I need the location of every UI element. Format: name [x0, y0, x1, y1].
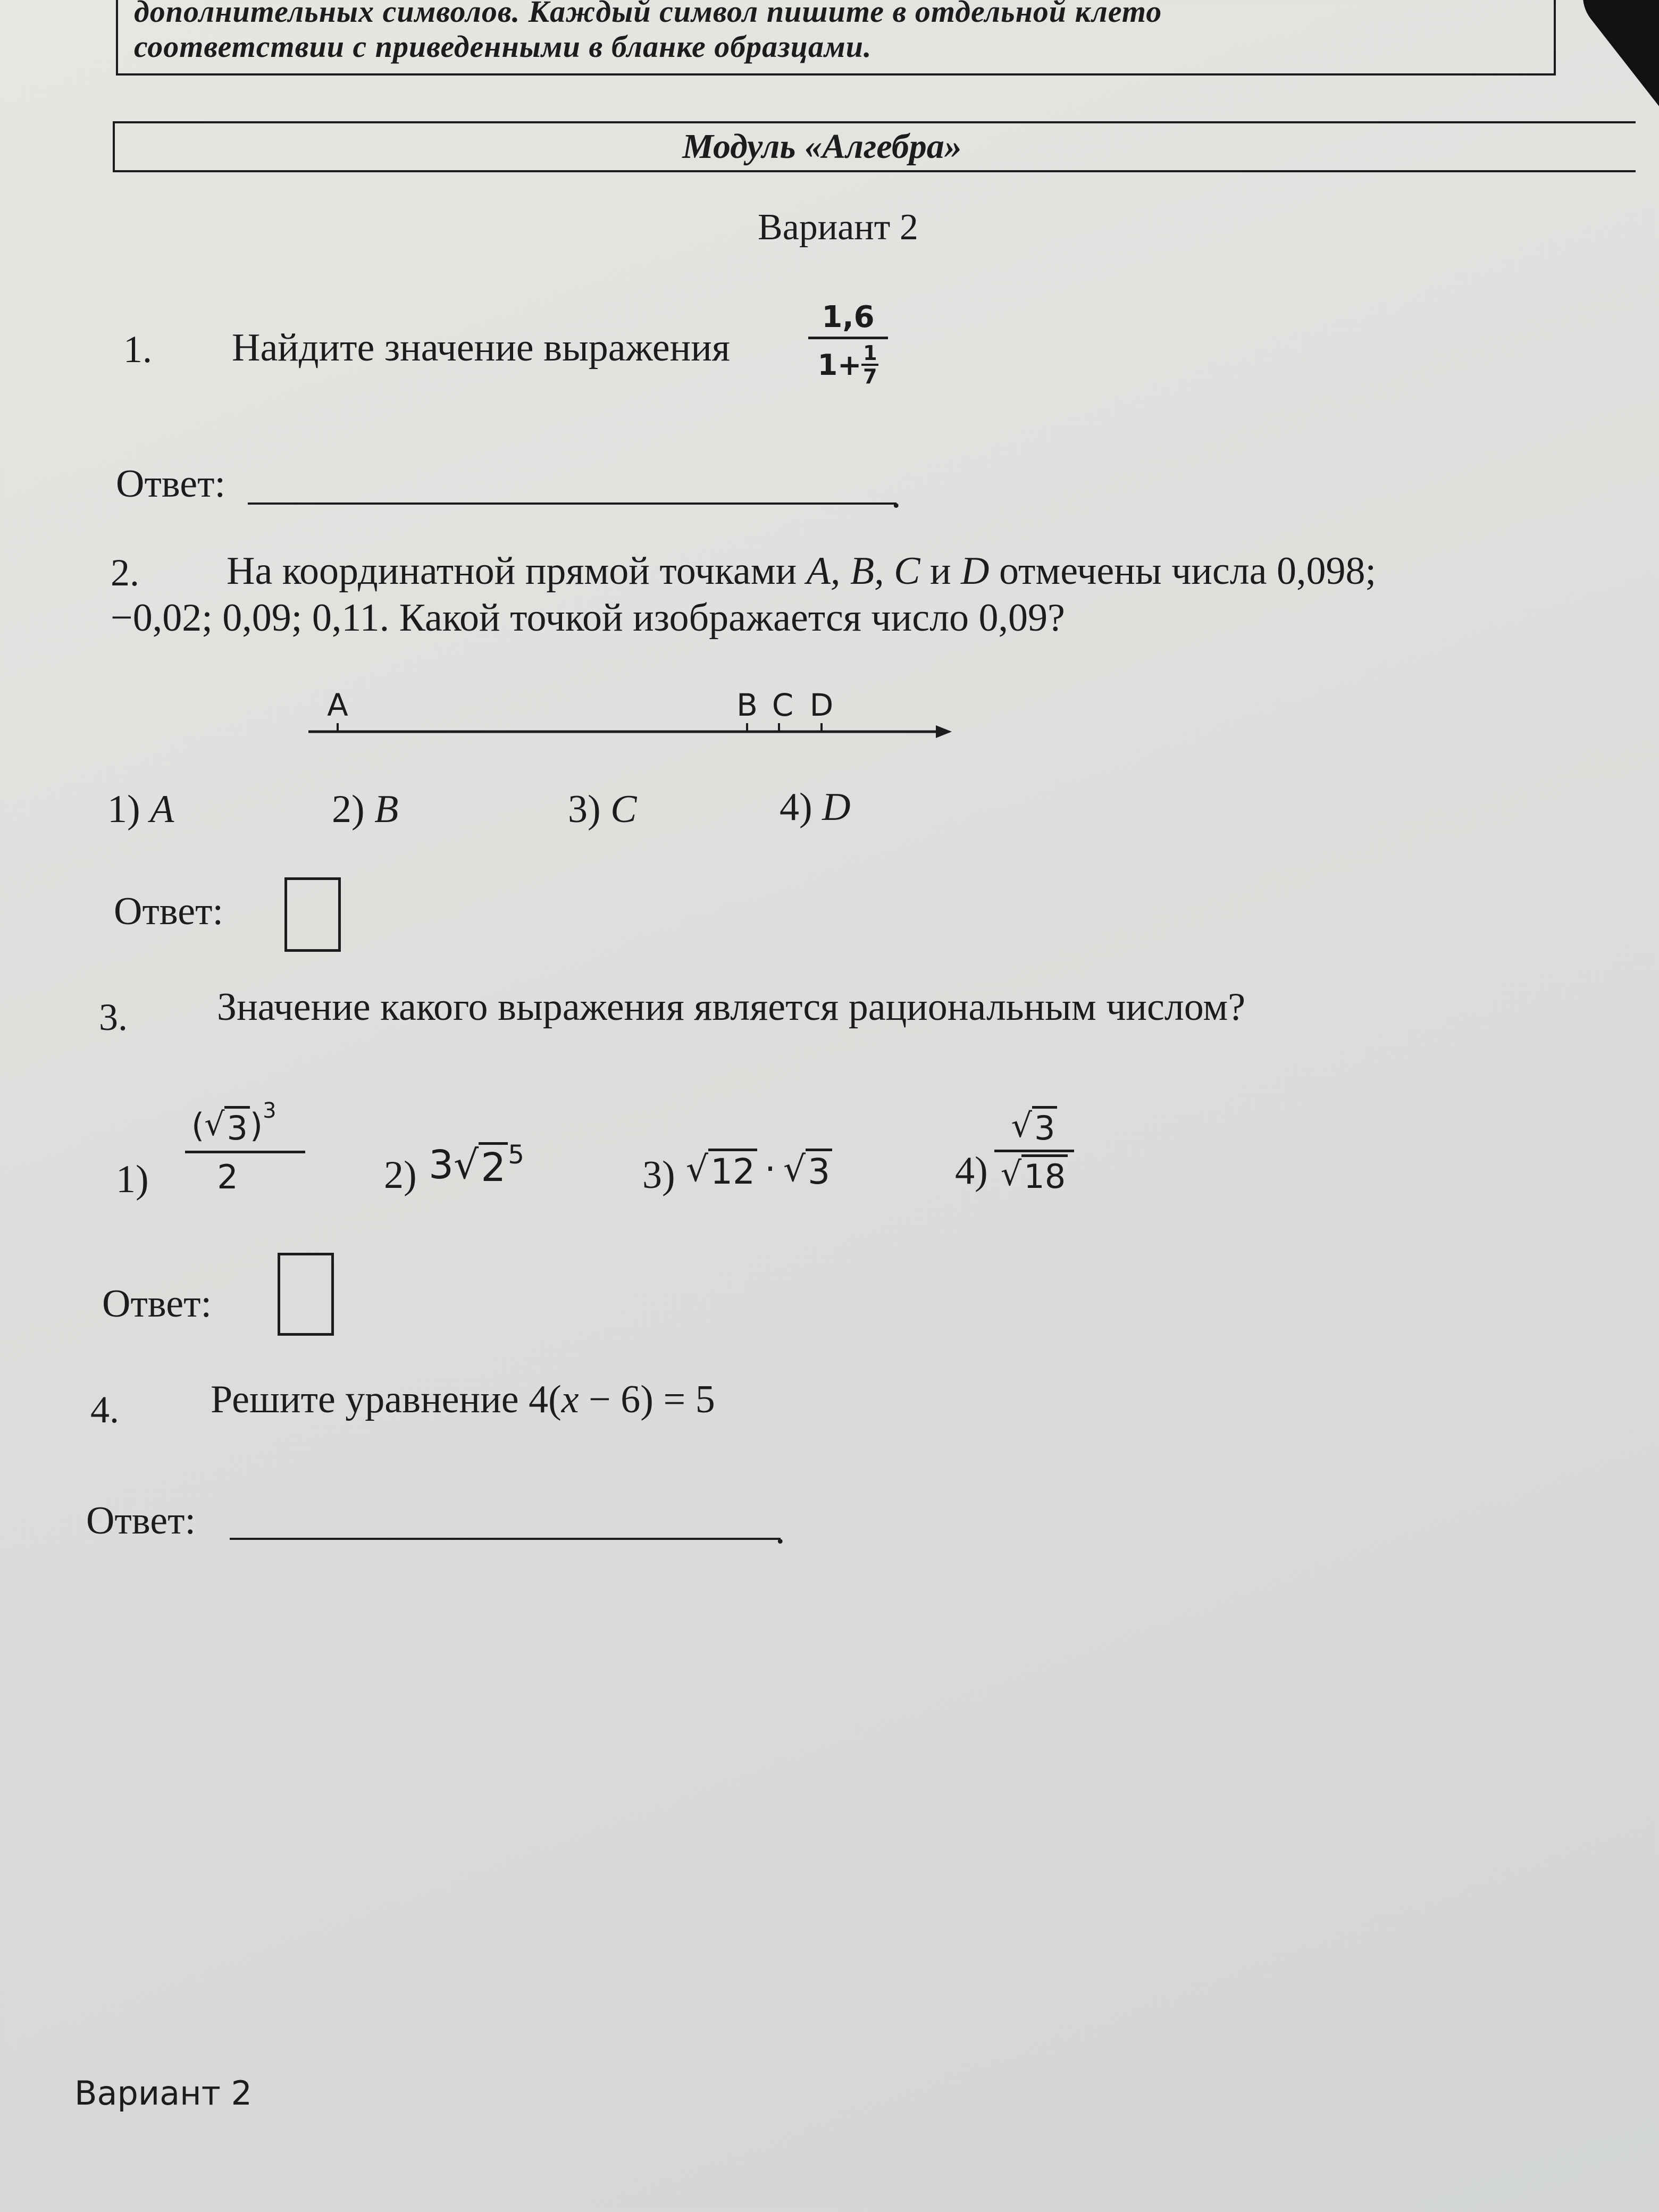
q2-answer-label: Ответ:	[114, 890, 224, 933]
q3-option-1-num: 1)	[116, 1158, 149, 1201]
q1-fraction-bar	[808, 337, 888, 339]
q3-option-1-power: 3	[263, 1099, 276, 1123]
q1-answer-label: Ответ:	[116, 462, 226, 506]
point-b-label: B	[736, 687, 758, 723]
q4-answer-period: .	[775, 1509, 785, 1552]
q2-answer-box[interactable]	[284, 877, 341, 952]
q3-option-3-rad-a: 12	[708, 1149, 757, 1192]
q1-answer-period: .	[891, 473, 901, 516]
q2-line-1-pre: На координатной прямой точками	[227, 549, 807, 593]
q4-answer-line[interactable]	[230, 1538, 781, 1540]
q3-option-1-open: (	[191, 1106, 205, 1145]
module-title-box	[113, 121, 1636, 172]
q2-option-1-num: 1)	[107, 787, 140, 831]
q2-option-4-letter: D	[822, 785, 851, 829]
q3-option-2-radicand: 2	[479, 1142, 508, 1191]
q3-option-3-expr: √ 12 · √ 3	[686, 1149, 832, 1192]
q2-option-3	[568, 787, 637, 832]
q1-numerator: 1,6	[822, 300, 875, 334]
q3-option-4-numerator: √ 3	[1011, 1106, 1058, 1147]
q4-text-post: − 6) = 5	[579, 1378, 715, 1421]
q2-line-1-and: и	[920, 549, 961, 593]
variant-title: Вариант 2	[758, 207, 918, 248]
q2-line-1-d: D	[961, 549, 990, 593]
number-line-arrow	[936, 725, 952, 738]
number-line	[298, 686, 968, 750]
q4-number: 4.	[90, 1388, 119, 1431]
q1-fraction	[808, 300, 888, 387]
q3-option-1-den: 2	[217, 1158, 238, 1196]
q2-option-2	[332, 787, 398, 832]
q2-option-3-num: 3)	[568, 787, 601, 831]
q3-option-4-num: 4)	[955, 1149, 988, 1193]
instructions-box	[116, 0, 1556, 76]
q3-text: Значение какого выражения является рациональным числом?	[217, 985, 1246, 1029]
q2-option-2-letter: B	[374, 787, 399, 831]
q3-option-4-denominator: √ 18	[1001, 1154, 1068, 1196]
q4-variable: x	[561, 1378, 579, 1421]
q3-option-1-expr	[185, 1099, 305, 1196]
q4-text-pre: Решите уравнение 4(	[211, 1378, 562, 1421]
q2-option-3-letter: C	[610, 787, 637, 831]
q3-option-1-close: )	[249, 1106, 263, 1145]
q3-option-3-rad-b: 3	[806, 1149, 832, 1192]
q4-text	[211, 1377, 715, 1422]
instructions-line-1: дополнительных символов. Каждый символ пишите в отдельной клето	[134, 0, 1162, 29]
q3-option-2-expr: 3 √ 2 5	[429, 1140, 524, 1191]
q1-denominator	[818, 342, 879, 387]
footer-variant: Вариант 2	[74, 2074, 252, 2113]
q2-option-1-letter: A	[150, 787, 174, 831]
q3-option-2-coef: 3	[429, 1142, 454, 1188]
q1-small-fraction	[861, 342, 878, 387]
q4-answer-label: Ответ:	[86, 1499, 196, 1543]
q2-option-1	[107, 787, 174, 832]
q3-option-1-numerator: ( √ 3 ) 3	[191, 1099, 276, 1147]
q1-number: 1.	[123, 328, 152, 371]
q1-small-den: 7	[863, 365, 877, 388]
q1-denominator-whole: 1+	[817, 348, 862, 382]
q3-option-3-dot: ·	[765, 1149, 776, 1189]
dark-object-shadow	[1568, 0, 1659, 216]
q3-option-2-num: 2)	[384, 1153, 417, 1197]
point-d-label: D	[809, 687, 834, 723]
q2-line-1	[227, 549, 1376, 594]
q1-answer-line[interactable]	[248, 502, 896, 505]
q2-number: 2.	[111, 551, 139, 594]
q3-answer-box[interactable]	[278, 1253, 334, 1336]
q2-option-2-num: 2)	[332, 787, 365, 831]
q3-option-3-num: 3)	[642, 1153, 675, 1197]
q3-option-4-bar	[994, 1150, 1074, 1152]
instructions-line-2: соответствии с приведенными в бланке образцами.	[134, 29, 872, 64]
q3-option-4-den-rad: 18	[1021, 1154, 1068, 1196]
q1-small-num: 1	[863, 341, 877, 365]
q3-option-4-expr	[994, 1106, 1074, 1196]
q3-answer-label: Ответ:	[102, 1282, 212, 1326]
module-title: Модуль «Алгебра»	[682, 127, 962, 166]
q3-option-1-radicand: 3	[224, 1106, 249, 1147]
q1-text: Найдите значение выражения	[232, 326, 730, 370]
point-a-label: A	[327, 687, 348, 723]
q2-line-1-post: отмечены числа 0,098;	[989, 549, 1377, 593]
q2-line-1-points: A, B, C	[806, 549, 920, 593]
q3-number: 3.	[99, 996, 128, 1038]
q3-option-2-power: 5	[508, 1140, 524, 1170]
q2-option-4-num: 4)	[780, 785, 812, 829]
q2-option-4	[780, 785, 851, 830]
q2-line-2: −0,02; 0,09; 0,11. Какой точкой изображается число 0,09?	[111, 596, 1065, 640]
point-c-label: C	[772, 687, 794, 723]
q3-option-4-num-rad: 3	[1032, 1106, 1057, 1147]
q3-option-1-bar	[185, 1151, 305, 1153]
